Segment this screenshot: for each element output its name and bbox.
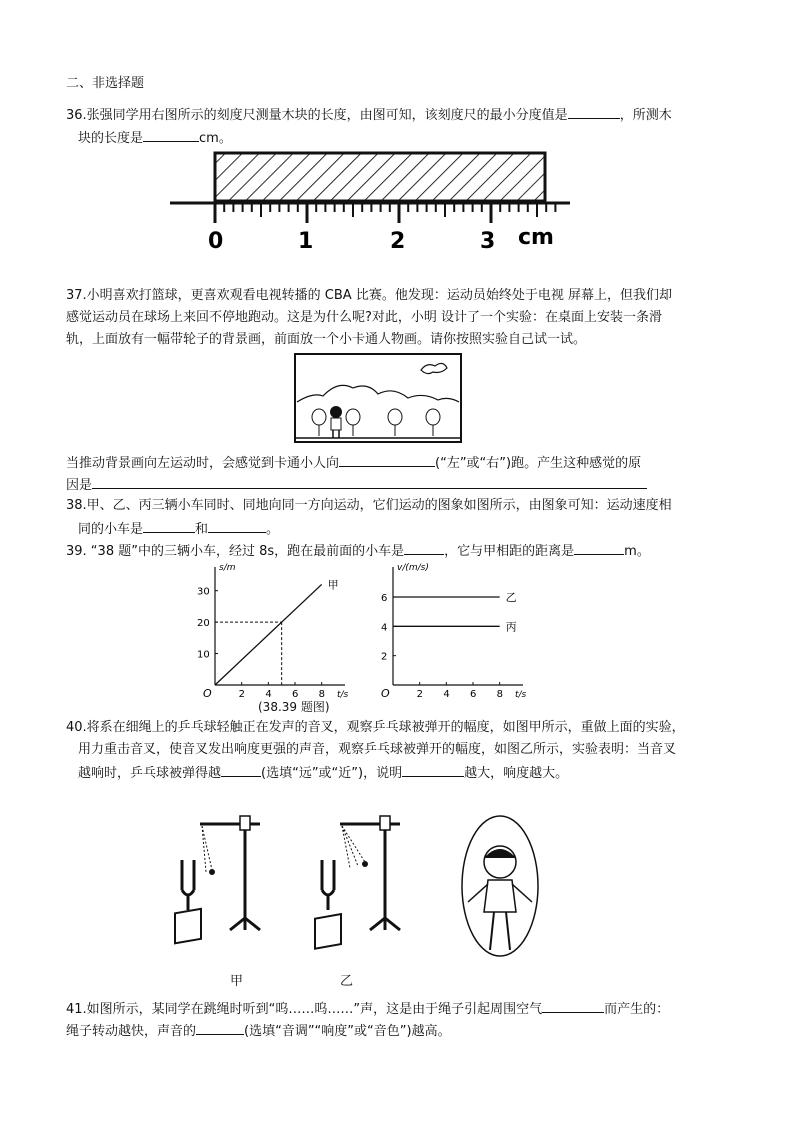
q39-line [66, 540, 650, 562]
y-tick-label: 6 [381, 593, 388, 604]
y-tick-label: 2 [381, 651, 388, 663]
q37-line1: 37.小明喜欢打篮球，更喜欢观看电视转播的 CBA 比赛。他发现：运动员始终处于电视 屏幕上，但我们却 [66, 288, 672, 303]
x-tick-label: 4 [443, 689, 450, 700]
q41-text-d: (选填“音调”“响度”或“音色”)越高。 [244, 1024, 451, 1039]
q41-line2 [66, 1020, 451, 1042]
q40-text-a: 越响时，乒乓球被弹得越 [78, 766, 222, 781]
motion-graphs [185, 560, 565, 700]
x-tick-label: 8 [496, 689, 504, 700]
q39-blank-2[interactable] [574, 540, 624, 555]
q37-answer-text-c: 因是 [66, 478, 93, 493]
picture-frame [295, 354, 461, 442]
q37-line3: 轨，上面放有一幅带轮子的背景画，前面放一个小卡通人物画。请你按照实验自己试一试。 [66, 332, 587, 347]
q41-text-a: 41.如图所示，某同学在跳绳时听到“呜……呜……”声，这是由于绳子引起周围空气 [66, 1002, 543, 1017]
q38-blank-1[interactable] [143, 518, 195, 533]
q41-blank-2[interactable] [196, 1020, 244, 1035]
q38-blank-2[interactable] [208, 518, 266, 533]
q39-text-b: ，它与甲相距的距离是 [444, 544, 575, 559]
x-tick-label: 6 [292, 689, 299, 700]
q37-answer-text-b: (“左”或“右”)跑。产生这种感觉的原 [435, 456, 642, 471]
q41-text-b: 而产生的： [604, 1002, 670, 1017]
y-tick-label: 30 [197, 586, 210, 598]
x-axis-label: t/s [337, 690, 349, 700]
x-tick-label: 2 [238, 689, 246, 700]
figure-jia [175, 816, 260, 943]
q40-text-c: 越大，响度越大。 [464, 766, 569, 781]
q38-line2 [78, 518, 279, 540]
q37-line2: 感觉运动员在球场上来回不停地跑动。这是为什么呢?对此，小明 设计了一个实验：在桌面上安装一条滑 [66, 310, 663, 325]
q37-blank-reason[interactable] [92, 474, 647, 489]
figure-yi [315, 816, 400, 949]
q41-text-c: 绳子转动越快，声音的 [66, 1024, 197, 1039]
y-axis-label: s/m [219, 563, 236, 573]
x-tick-label: 2 [416, 689, 424, 700]
q40-blank-2[interactable] [402, 762, 464, 777]
q36-unit: cm。 [199, 131, 232, 146]
ruler-label-1: 1 [298, 229, 314, 254]
q37-answer-line1 [66, 452, 641, 474]
origin-label: O [203, 687, 212, 700]
q41-line1 [66, 998, 669, 1020]
ruler-figure [160, 150, 580, 255]
q39-blank-1[interactable] [404, 540, 444, 555]
q40-blank-1[interactable] [221, 762, 261, 777]
series-line [215, 584, 322, 685]
x-axis-label: t/s [515, 690, 527, 700]
q37-answer-text-a: 当推动背景画向左运动时，会感觉到卡通小人向 [66, 456, 340, 471]
ruler-label-0: 0 [208, 229, 224, 254]
q36-text-1-end: ，所测木 [619, 108, 672, 123]
jump-rope-girl [462, 816, 538, 956]
q38-text-a: 同的小车是 [78, 522, 144, 537]
x-tick-label: 4 [265, 689, 272, 700]
q40-line2: 用力重击音叉，使音叉发出响度更强的声音，观察乒乓球被弹开的幅度，如图乙所示，实验表明：当音叉 [78, 742, 677, 757]
q40-text-b: (选填“远”或“近”)，说明 [261, 766, 403, 781]
q38-text-b: 和 [195, 522, 209, 537]
y-tick-label: 10 [197, 649, 210, 661]
x-tick-label: 6 [470, 689, 477, 700]
q38-text-c: 。 [266, 522, 280, 537]
q38-line1: 38.甲、乙、丙三辆小车同时、同地向同一方向运动，它们运动的图象如图所示，由图象可知：运动速度相 [66, 498, 672, 513]
q36-text-1: 36.张强同学用右图所示的刻度尺测量木块的长度，由图可知，该刻度尺的最小分度值是 [66, 108, 568, 123]
wood-block [215, 153, 545, 201]
q41-blank-1[interactable] [542, 998, 604, 1013]
y-tick-label: 20 [197, 618, 210, 630]
q36-text-2: 块的长度是 [78, 131, 144, 146]
q36-blank-1[interactable] [568, 104, 620, 119]
q37-answer-line2 [66, 474, 647, 496]
q36-line1 [66, 104, 672, 126]
series-label: 乙 [505, 591, 517, 604]
q40-line3 [78, 762, 568, 784]
label-yi: 乙 [340, 974, 354, 989]
x-tick-label: 8 [318, 689, 326, 700]
series-label: 丙 [505, 620, 517, 634]
q36-line2 [78, 127, 232, 149]
q40-line1: 40.将系在细绳上的乒乓球轻触正在发声的音叉，观察乒乓球被弹开的幅度，如图甲所示，重做上面的实验， [66, 720, 685, 735]
y-axis-label: v/(m/s) [397, 563, 429, 573]
label-jia: 甲 [230, 974, 244, 989]
series-label: 甲 [327, 578, 339, 592]
q37-blank-direction[interactable] [339, 452, 435, 467]
q36-blank-2[interactable] [143, 127, 199, 142]
ruler-label-3: 3 [480, 229, 496, 254]
section-title: 二、非选择题 [66, 76, 145, 91]
ruler-ticks [215, 203, 555, 223]
chart-caption: (38.39 题图) [258, 700, 330, 714]
y-tick-label: 4 [381, 622, 388, 634]
ruler-unit: cm [518, 225, 554, 250]
q39-text-a: 39. “38 题”中的三辆小车，经过 8s，跑在最前面的小车是 [66, 544, 405, 559]
origin-label: O [381, 687, 390, 700]
ruler-label-2: 2 [390, 229, 406, 254]
tuning-fork-figures [160, 810, 550, 970]
chart-1 [381, 563, 527, 700]
background-picture-figure [293, 352, 463, 447]
q39-text-c: m。 [624, 544, 650, 559]
chart-0 [197, 563, 349, 700]
